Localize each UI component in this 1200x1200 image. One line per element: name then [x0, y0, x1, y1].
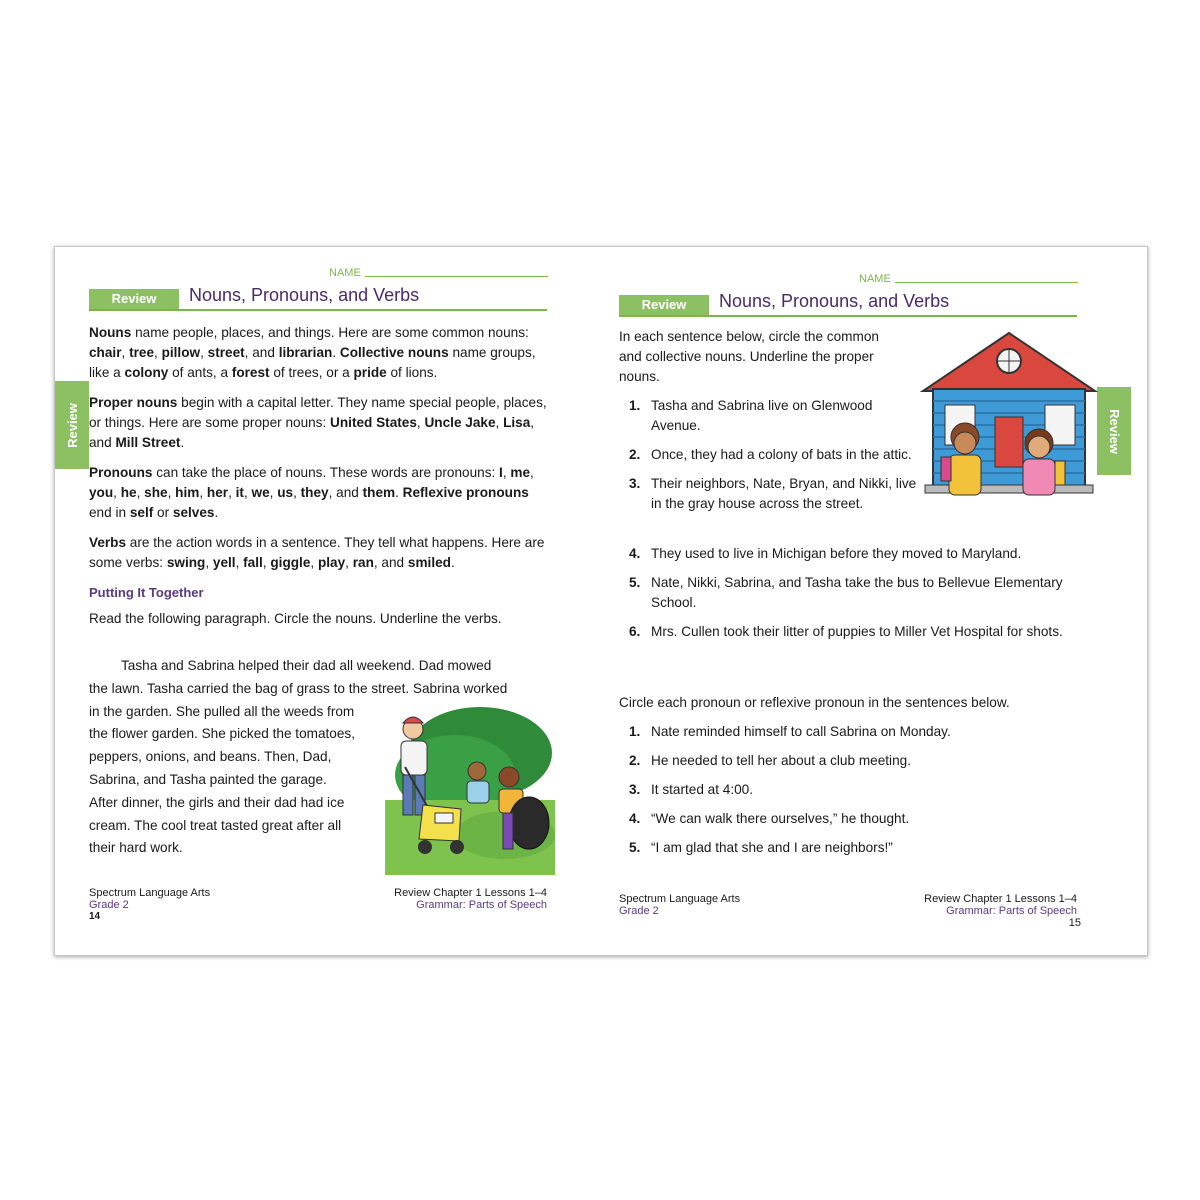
item-text: Tasha and Sabrina live on Glenwood Avenue. — [651, 398, 873, 433]
name-field — [329, 267, 548, 279]
section-subhead: Putting It Together — [89, 585, 204, 600]
story-line: in the garden. She pulled all the weeds from — [89, 703, 355, 719]
side-tab-label: Review — [64, 402, 80, 448]
item-number: 2. — [629, 753, 641, 768]
item-text: Nate reminded himself to call Sabrina on Monday. — [651, 724, 951, 739]
page-header — [619, 293, 1077, 317]
item-number: 5. — [629, 840, 641, 855]
side-tab-label: Review — [1106, 408, 1122, 454]
story-line: their hard work. — [89, 840, 183, 856]
page-header — [89, 287, 547, 311]
activity-instruction: Read the following paragraph. Circle the nouns. Underline the verbs. — [89, 611, 502, 626]
lesson-intro — [89, 323, 551, 639]
footer-chapter: Review Chapter 1 Lessons 1–4 — [924, 893, 1077, 905]
lawn-mowing-illustration — [385, 705, 555, 875]
footer-right-info — [924, 893, 1077, 917]
item-text: Their neighbors, Nate, Bryan, and Nikki, live in the gray house across the street. — [651, 476, 917, 511]
footer-grade: Grade 2 — [619, 905, 659, 917]
nouns-instruction: In each sentence below, circle the common and collective nouns. Underline the proper nouns. — [619, 329, 879, 384]
page-title: Nouns, Pronouns, and Verbs — [719, 291, 950, 311]
exercise-item — [619, 622, 1089, 642]
story-line: After dinner, the girls and their dad had ice — [89, 794, 345, 810]
right-page — [601, 247, 1147, 955]
name-label: NAME — [329, 267, 361, 279]
story-line: peppers, onions, and beans. Then, Dad, — [89, 749, 332, 765]
pronoun-instruction: Circle each pronoun or reflexive pronoun in the sentences below. — [619, 695, 1010, 710]
exercise-item — [619, 780, 1089, 800]
exercise-item — [619, 474, 919, 514]
exercise-item — [619, 809, 1089, 829]
workbook-spread — [54, 246, 1148, 956]
item-text: “We can walk there ourselves,” he thought. — [651, 811, 910, 826]
item-text: Mrs. Cullen took their litter of puppies to Miller Vet Hospital for shots. — [651, 624, 1063, 639]
footer-left-info — [619, 893, 740, 917]
exercise-item — [619, 544, 1089, 564]
item-number: 6. — [629, 624, 641, 639]
footer-right-info — [394, 887, 547, 911]
item-text: “I am glad that she and I are neighbors!” — [651, 840, 893, 855]
item-text: Once, they had a colony of bats in the attic. — [651, 447, 912, 462]
exercise-item — [619, 396, 919, 436]
exercise-item — [619, 445, 919, 465]
house-illustration — [911, 331, 1107, 507]
nouns-items-block-2 — [619, 544, 1089, 651]
page-title: Nouns, Pronouns, and Verbs — [189, 285, 420, 305]
verbs-paragraph: Verbs are the action words in a sentence. They tell what happens. Here are some verbs: swing, yell, fall, giggle, play, ran, and smiled. — [89, 535, 545, 570]
footer-topic: Grammar: Parts of Speech — [416, 899, 547, 911]
review-chip: Review — [619, 295, 709, 315]
name-rule — [365, 276, 548, 277]
page-number: 14 — [89, 911, 101, 922]
nouns-items-block-1 — [619, 396, 919, 523]
name-rule — [895, 282, 1078, 283]
item-text: It started at 4:00. — [651, 782, 754, 797]
footer-grade: Grade 2 — [89, 899, 129, 911]
story-line: cream. The cool treat tasted great after all — [89, 817, 342, 833]
item-number: 1. — [629, 724, 641, 739]
pronouns-paragraph: Pronouns can take the place of nouns. These words are pronouns: I, me, you, he, she, him, her, it, we, us, they, and them. Reflexive pronouns end in self or selves. — [89, 465, 534, 520]
item-number: 4. — [629, 811, 641, 826]
exercise-item — [619, 838, 1089, 858]
footer-chapter: Review Chapter 1 Lessons 1–4 — [394, 887, 547, 899]
item-number: 3. — [629, 782, 641, 797]
story-line: the lawn. Tasha carried the bag of grass to the street. Sabrina worked — [89, 680, 508, 696]
story-line: Tasha and Sabrina helped their dad all weekend. Dad mowed — [121, 658, 492, 673]
item-number: 3. — [629, 476, 641, 491]
exercise-item — [619, 573, 1089, 613]
left-page — [55, 247, 601, 955]
footer-left-info — [89, 887, 210, 923]
page-number: 15 — [1068, 917, 1081, 929]
item-text: He needed to tell her about a club meeting. — [651, 753, 911, 768]
item-text: They used to live in Michigan before they moved to Maryland. — [651, 546, 1022, 561]
item-number: 5. — [629, 575, 641, 590]
exercise-item — [619, 751, 1089, 771]
name-field — [859, 273, 1078, 285]
nouns-paragraph: Nouns name people, places, and things. Here are some common nouns: chair, tree, pillow, street, and librarian. Collective nouns name groups, like a colony of ants, a forest of trees, or a pride of lions. — [89, 325, 536, 380]
pronoun-section — [619, 693, 1089, 867]
item-text: Nate, Nikki, Sabrina, and Tasha take the bus to Bellevue Elementary School. — [651, 575, 1063, 610]
item-number: 4. — [629, 546, 641, 561]
review-side-tab — [55, 381, 89, 469]
proper-nouns-paragraph: Proper nouns begin with a capital letter. They name special people, places, or things. Here are some proper nouns: United States, Uncle Jake, Lisa, and Mill Street. — [89, 395, 547, 450]
exercise-item — [619, 722, 1089, 742]
footer-book-title: Spectrum Language Arts — [89, 887, 211, 899]
footer-topic: Grammar: Parts of Speech — [946, 905, 1077, 917]
item-number: 2. — [629, 447, 641, 462]
story-line: Sabrina, and Tasha painted the garage. — [89, 771, 327, 787]
footer-book-title: Spectrum Language Arts — [619, 893, 741, 905]
story-line: the flower garden. She picked the tomatoes, — [89, 726, 355, 742]
review-chip: Review — [89, 289, 179, 309]
item-number: 1. — [629, 398, 641, 413]
name-label: NAME — [859, 273, 891, 285]
